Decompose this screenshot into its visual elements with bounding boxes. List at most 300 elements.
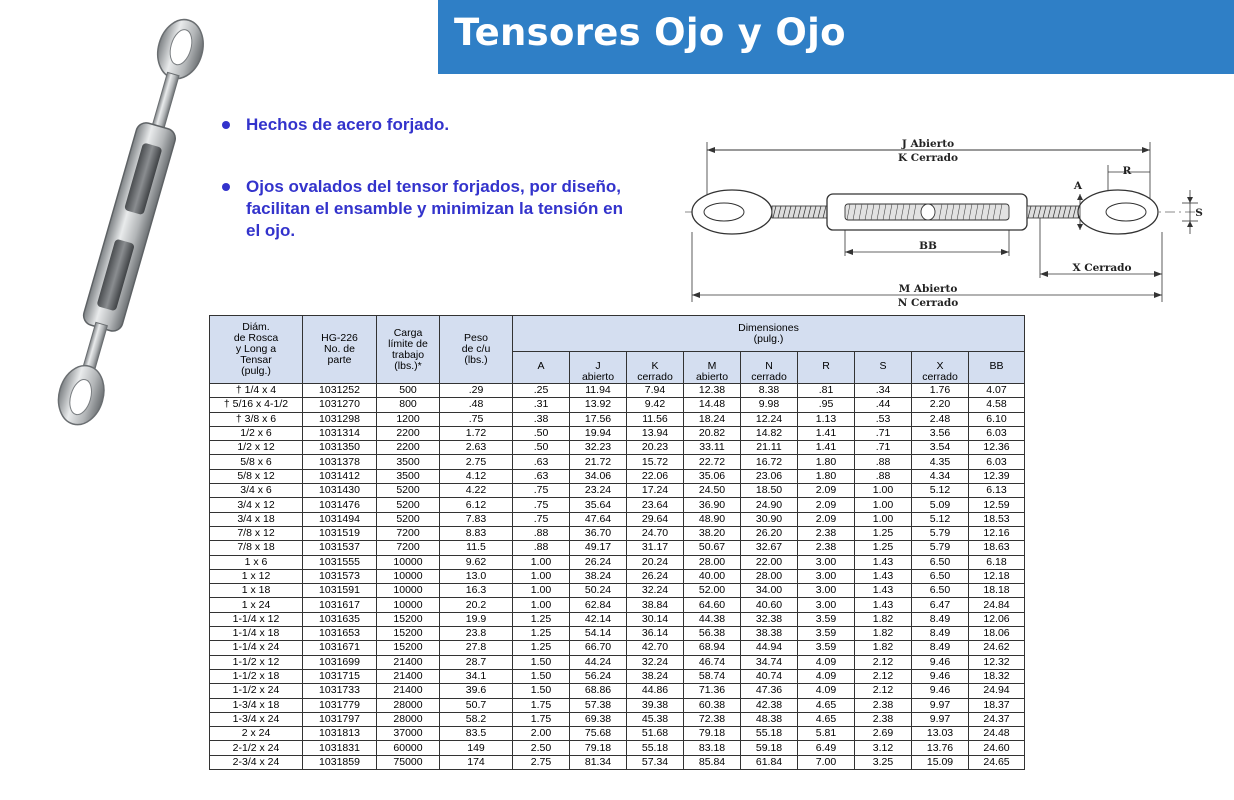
- table-cell: 1031733: [303, 684, 377, 698]
- header-line: M: [707, 360, 717, 372]
- table-cell: 2.38: [798, 526, 855, 540]
- table-cell: 8.83: [440, 526, 513, 540]
- table-row: [210, 641, 1025, 655]
- table-cell: 3.59: [798, 641, 855, 655]
- table-cell: 4.09: [798, 669, 855, 683]
- table-cell: 5.09: [912, 498, 969, 512]
- table-cell: 17.56: [570, 412, 627, 426]
- table-cell: 7.94: [627, 384, 684, 398]
- table-cell: 28000: [377, 698, 440, 712]
- table-cell: 3/4 x 6: [210, 484, 303, 498]
- table-cell: 1031314: [303, 426, 377, 440]
- table-cell: † 1/4 x 4: [210, 384, 303, 398]
- table-cell: 21.72: [570, 455, 627, 469]
- table-cell: 18.50: [741, 484, 798, 498]
- table-cell: 6.50: [912, 569, 969, 583]
- table-cell: 5.12: [912, 484, 969, 498]
- table-cell: 32.24: [627, 655, 684, 669]
- table-cell: .44: [855, 398, 912, 412]
- table-cell: 4.12: [440, 469, 513, 483]
- table-cell: 58.74: [684, 669, 741, 683]
- table-cell: 1 x 18: [210, 584, 303, 598]
- table-cell: 24.70: [627, 526, 684, 540]
- table-cell: 61.84: [741, 755, 798, 769]
- table-cell: 1031519: [303, 526, 377, 540]
- bullet-icon: [222, 183, 230, 191]
- table-cell: 36.70: [570, 526, 627, 540]
- table-cell: 1.43: [855, 569, 912, 583]
- table-cell: 1 x 24: [210, 598, 303, 612]
- header-line: parte: [327, 354, 352, 366]
- table-cell: 800: [377, 398, 440, 412]
- table-cell: 5200: [377, 484, 440, 498]
- table-cell: 4.58: [969, 398, 1025, 412]
- table-cell: 57.34: [627, 755, 684, 769]
- table-cell: 2.00: [513, 727, 570, 741]
- table-cell: 56.38: [684, 627, 741, 641]
- table-row: [210, 469, 1025, 483]
- table-cell: 2 x 24: [210, 727, 303, 741]
- table-cell: 6.03: [969, 455, 1025, 469]
- table-cell: 19.94: [570, 426, 627, 440]
- table-cell: 1.80: [798, 455, 855, 469]
- header-line: trabajo: [391, 348, 425, 361]
- table-cell: 28.7: [440, 655, 513, 669]
- table-cell: 55.18: [741, 727, 798, 741]
- table-row: [210, 727, 1025, 741]
- table-cell: † 3/8 x 6: [210, 412, 303, 426]
- header-line: (lbs.): [464, 354, 488, 366]
- table-cell: 30.14: [627, 612, 684, 626]
- table-cell: 18.06: [969, 627, 1025, 641]
- table-cell: 5200: [377, 512, 440, 526]
- table-cell: 34.74: [741, 655, 798, 669]
- table-cell: 40.74: [741, 669, 798, 683]
- table-cell: 64.60: [684, 598, 741, 612]
- table-row: [210, 412, 1025, 426]
- table-cell: 44.94: [741, 641, 798, 655]
- table-row: [210, 698, 1025, 712]
- header-dim-s: [855, 352, 912, 384]
- header-line: Carga: [393, 326, 423, 339]
- table-cell: 14.48: [684, 398, 741, 412]
- specs-table-body: [210, 384, 1025, 770]
- table-cell: 10000: [377, 569, 440, 583]
- table-cell: 1.43: [855, 584, 912, 598]
- table-cell: .75: [513, 512, 570, 526]
- table-cell: 83.5: [440, 727, 513, 741]
- table-cell: 6.12: [440, 498, 513, 512]
- table-row: [210, 441, 1025, 455]
- header-line: Diám.: [242, 321, 270, 333]
- table-cell: 9.46: [912, 684, 969, 698]
- page-title: Tensores Ojo y Ojo: [454, 11, 846, 54]
- table-cell: 62.84: [570, 598, 627, 612]
- table-cell: 1031797: [303, 712, 377, 726]
- table-cell: 15200: [377, 627, 440, 641]
- table-cell: 15.72: [627, 455, 684, 469]
- header-dim-n: [741, 352, 798, 384]
- table-cell: 3/4 x 18: [210, 512, 303, 526]
- header-line: (lbs.)*: [394, 359, 422, 372]
- header-line: [969, 372, 1024, 383]
- dimension-diagram: [680, 132, 1210, 312]
- table-cell: .75: [513, 498, 570, 512]
- table-cell: 1031350: [303, 441, 377, 455]
- table-cell: 16.72: [741, 455, 798, 469]
- table-cell: 4.07: [969, 384, 1025, 398]
- table-cell: 10000: [377, 584, 440, 598]
- table-cell: 44.86: [627, 684, 684, 698]
- table-cell: 24.50: [684, 484, 741, 498]
- table-cell: 1-1/2 x 12: [210, 655, 303, 669]
- table-cell: 4.65: [798, 712, 855, 726]
- table-cell: 1.00: [855, 512, 912, 526]
- table-row: [210, 526, 1025, 540]
- table-cell: 6.13: [969, 484, 1025, 498]
- table-cell: 52.00: [684, 584, 741, 598]
- table-cell: 3.59: [798, 612, 855, 626]
- table-row: [210, 569, 1025, 583]
- table-cell: 85.84: [684, 755, 741, 769]
- table-cell: 1.25: [513, 627, 570, 641]
- table-cell: .53: [855, 412, 912, 426]
- header-dim-a: [513, 352, 570, 384]
- table-cell: 22.72: [684, 455, 741, 469]
- table-cell: 66.70: [570, 641, 627, 655]
- table-cell: 1031831: [303, 741, 377, 755]
- header-line: R: [822, 360, 830, 372]
- table-cell: 2.20: [912, 398, 969, 412]
- header-line: No. de: [324, 343, 355, 355]
- table-cell: .88: [513, 541, 570, 555]
- table-cell: 1-1/2 x 24: [210, 684, 303, 698]
- table-cell: 10000: [377, 598, 440, 612]
- table-cell: 60000: [377, 741, 440, 755]
- table-cell: 39.6: [440, 684, 513, 698]
- table-cell: 12.32: [969, 655, 1025, 669]
- table-cell: 34.1: [440, 669, 513, 683]
- table-cell: 1.43: [855, 598, 912, 612]
- table-cell: 6.18: [969, 555, 1025, 569]
- table-cell: 18.18: [969, 584, 1025, 598]
- table-cell: 58.2: [440, 712, 513, 726]
- header-line: BB: [989, 360, 1004, 372]
- table-cell: † 5/16 x 4-1/2: [210, 398, 303, 412]
- table-row: [210, 741, 1025, 755]
- table-cell: 1-1/2 x 18: [210, 669, 303, 683]
- table-cell: 47.64: [570, 512, 627, 526]
- table-cell: 24.94: [969, 684, 1025, 698]
- table-cell: 1031537: [303, 541, 377, 555]
- table-cell: .88: [855, 469, 912, 483]
- table-row: [210, 755, 1025, 769]
- table-cell: 3500: [377, 469, 440, 483]
- table-cell: 60.38: [684, 698, 741, 712]
- table-cell: 6.03: [969, 426, 1025, 440]
- table-cell: 55.18: [627, 741, 684, 755]
- table-cell: 44.24: [570, 655, 627, 669]
- header-line: cerrado: [751, 371, 787, 383]
- table-cell: 10000: [377, 555, 440, 569]
- header-line: de c/u: [461, 343, 491, 355]
- table-cell: 18.32: [969, 669, 1025, 683]
- table-cell: 7200: [377, 526, 440, 540]
- table-cell: 11.56: [627, 412, 684, 426]
- table-cell: 1.76: [912, 384, 969, 398]
- table-cell: 21400: [377, 669, 440, 683]
- table-cell: 13.92: [570, 398, 627, 412]
- table-cell: 38.84: [627, 598, 684, 612]
- table-cell: 4.34: [912, 469, 969, 483]
- label-r: R: [1122, 165, 1132, 177]
- table-cell: 1.00: [513, 598, 570, 612]
- header-line: cerrado: [637, 371, 673, 383]
- table-cell: 1031635: [303, 612, 377, 626]
- table-row: [210, 484, 1025, 498]
- table-cell: 1 x 6: [210, 555, 303, 569]
- table-cell: 1.50: [513, 684, 570, 698]
- table-cell: 2200: [377, 426, 440, 440]
- table-row: [210, 627, 1025, 641]
- table-cell: 7/8 x 18: [210, 541, 303, 555]
- table-cell: 6.10: [969, 412, 1025, 426]
- table-cell: 18.37: [969, 698, 1025, 712]
- header-peso: [440, 316, 513, 384]
- table-cell: 24.48: [969, 727, 1025, 741]
- table-cell: 1031813: [303, 727, 377, 741]
- feature-text: Ojos ovalados del tensor forjados, por diseño, facilitan el ensamble y minimizan la tensión en el ojo.: [246, 177, 623, 240]
- table-cell: 1031430: [303, 484, 377, 498]
- table-cell: 49.17: [570, 541, 627, 555]
- header-dim-j: [570, 352, 627, 384]
- table-cell: 21400: [377, 655, 440, 669]
- header-carga: [377, 316, 440, 384]
- table-row: [210, 426, 1025, 440]
- table-cell: 1.25: [855, 526, 912, 540]
- table-cell: .38: [513, 412, 570, 426]
- table-cell: .63: [513, 455, 570, 469]
- table-cell: 7/8 x 12: [210, 526, 303, 540]
- header-line: de Rosca: [233, 332, 279, 344]
- table-cell: 26.24: [570, 555, 627, 569]
- header-dim-m: [684, 352, 741, 384]
- table-cell: 81.34: [570, 755, 627, 769]
- table-cell: 1.25: [513, 612, 570, 626]
- table-cell: 5.12: [912, 512, 969, 526]
- table-cell: 24.60: [969, 741, 1025, 755]
- table-row: [210, 669, 1025, 683]
- table-cell: 32.23: [570, 441, 627, 455]
- table-cell: .71: [855, 426, 912, 440]
- table-cell: 3.59: [798, 627, 855, 641]
- table-cell: 12.06: [969, 612, 1025, 626]
- table-cell: 36.90: [684, 498, 741, 512]
- table-cell: .48: [440, 398, 513, 412]
- header-line: [513, 372, 569, 383]
- table-cell: 46.74: [684, 655, 741, 669]
- table-cell: 5/8 x 12: [210, 469, 303, 483]
- table-cell: 1031494: [303, 512, 377, 526]
- table-cell: 50.24: [570, 584, 627, 598]
- table-cell: 2.09: [798, 512, 855, 526]
- table-cell: 2.09: [798, 484, 855, 498]
- table-cell: 38.20: [684, 526, 741, 540]
- label-n-cerrado: N Cerrado: [897, 297, 959, 309]
- table-cell: 2.38: [798, 541, 855, 555]
- table-cell: 1031715: [303, 669, 377, 683]
- table-cell: 20.24: [627, 555, 684, 569]
- table-cell: 24.84: [969, 598, 1025, 612]
- table-cell: 2-3/4 x 24: [210, 755, 303, 769]
- table-cell: 26.20: [741, 526, 798, 540]
- table-row: [210, 384, 1025, 398]
- header-diametro: [210, 316, 303, 384]
- table-cell: 2.50: [513, 741, 570, 755]
- label-j-abierto: J Abierto: [901, 138, 955, 150]
- specs-table: [209, 315, 1025, 770]
- table-cell: 23.64: [627, 498, 684, 512]
- table-cell: 7200: [377, 541, 440, 555]
- header-dim-r: [798, 352, 855, 384]
- table-cell: 15.09: [912, 755, 969, 769]
- table-cell: 500: [377, 384, 440, 398]
- table-cell: 1.13: [798, 412, 855, 426]
- feature-item: [220, 176, 640, 242]
- header-line: y Long a: [235, 343, 277, 355]
- table-cell: 31.17: [627, 541, 684, 555]
- table-cell: 1031270: [303, 398, 377, 412]
- table-cell: 13.0: [440, 569, 513, 583]
- table-cell: 5.81: [798, 727, 855, 741]
- table-cell: 2.12: [855, 655, 912, 669]
- header-line: [855, 372, 911, 383]
- table-cell: 4.09: [798, 684, 855, 698]
- label-x-cerrado: X Cerrado: [1072, 262, 1132, 274]
- table-cell: 75000: [377, 755, 440, 769]
- feature-item: [220, 114, 640, 136]
- table-cell: 23.24: [570, 484, 627, 498]
- table-cell: 174: [440, 755, 513, 769]
- table-cell: 38.38: [741, 627, 798, 641]
- table-cell: 27.8: [440, 641, 513, 655]
- table-cell: 20.2: [440, 598, 513, 612]
- table-cell: 1/2 x 12: [210, 441, 303, 455]
- table-cell: 19.9: [440, 612, 513, 626]
- table-cell: .31: [513, 398, 570, 412]
- table-cell: 22.00: [741, 555, 798, 569]
- table-row: [210, 512, 1025, 526]
- table-cell: 1-1/4 x 24: [210, 641, 303, 655]
- table-cell: 1200: [377, 412, 440, 426]
- table-cell: 1.82: [855, 612, 912, 626]
- table-cell: 1031779: [303, 698, 377, 712]
- table-cell: 21.11: [741, 441, 798, 455]
- table-cell: .88: [855, 455, 912, 469]
- table-cell: 2.75: [440, 455, 513, 469]
- table-cell: 69.38: [570, 712, 627, 726]
- table-cell: 5.79: [912, 526, 969, 540]
- table-cell: 8.49: [912, 641, 969, 655]
- header-line: Peso: [464, 332, 488, 344]
- table-cell: 11.5: [440, 541, 513, 555]
- table-cell: 2.38: [855, 698, 912, 712]
- table-cell: 9.46: [912, 669, 969, 683]
- table-cell: 2.12: [855, 669, 912, 683]
- table-cell: 38.24: [570, 569, 627, 583]
- table-cell: 75.68: [570, 727, 627, 741]
- table-cell: 2.75: [513, 755, 570, 769]
- table-cell: 28000: [377, 712, 440, 726]
- table-cell: 3.00: [798, 569, 855, 583]
- label-k-cerrado: K Cerrado: [897, 152, 959, 164]
- table-cell: 42.38: [741, 698, 798, 712]
- table-cell: 40.00: [684, 569, 741, 583]
- header-line: (pulg.): [241, 365, 271, 377]
- table-cell: 1.41: [798, 426, 855, 440]
- table-cell: 36.14: [627, 627, 684, 641]
- table-cell: 1031412: [303, 469, 377, 483]
- table-cell: 1.00: [513, 569, 570, 583]
- table-cell: 23.06: [741, 469, 798, 483]
- table-cell: 17.24: [627, 484, 684, 498]
- table-cell: 50.67: [684, 541, 741, 555]
- table-cell: 1.80: [798, 469, 855, 483]
- header-line: X: [936, 360, 944, 372]
- table-cell: 1-3/4 x 18: [210, 698, 303, 712]
- table-cell: 1.50: [513, 655, 570, 669]
- table-cell: 18.63: [969, 541, 1025, 555]
- table-row: [210, 455, 1025, 469]
- table-cell: 79.18: [570, 741, 627, 755]
- table-cell: 1.25: [513, 641, 570, 655]
- header-line: N: [765, 360, 773, 372]
- table-cell: 20.82: [684, 426, 741, 440]
- table-cell: 1.82: [855, 627, 912, 641]
- table-cell: 1031859: [303, 755, 377, 769]
- table-cell: .34: [855, 384, 912, 398]
- table-row: [210, 598, 1025, 612]
- table-cell: 14.82: [741, 426, 798, 440]
- table-cell: 83.18: [684, 741, 741, 755]
- table-cell: 6.49: [798, 741, 855, 755]
- label-bb: BB: [919, 240, 937, 252]
- table-cell: 6.50: [912, 584, 969, 598]
- table-cell: 9.46: [912, 655, 969, 669]
- table-cell: 15200: [377, 612, 440, 626]
- header-dimensiones: [513, 316, 1025, 352]
- table-row: [210, 655, 1025, 669]
- table-cell: 48.38: [741, 712, 798, 726]
- table-cell: 51.68: [627, 727, 684, 741]
- label-m-abierto: M Abierto: [898, 283, 958, 295]
- table-cell: 3.00: [798, 555, 855, 569]
- header-line: [798, 372, 854, 383]
- table-cell: 3500: [377, 455, 440, 469]
- table-cell: 1.00: [855, 484, 912, 498]
- table-row: [210, 712, 1025, 726]
- table-cell: 32.67: [741, 541, 798, 555]
- table-cell: 35.64: [570, 498, 627, 512]
- header-dim-k: [627, 352, 684, 384]
- table-cell: 1031591: [303, 584, 377, 598]
- table-cell: 47.36: [741, 684, 798, 698]
- table-cell: 2.38: [855, 712, 912, 726]
- table-cell: 24.62: [969, 641, 1025, 655]
- table-cell: .75: [513, 484, 570, 498]
- header-line: HG-226: [321, 332, 358, 344]
- table-cell: 4.35: [912, 455, 969, 469]
